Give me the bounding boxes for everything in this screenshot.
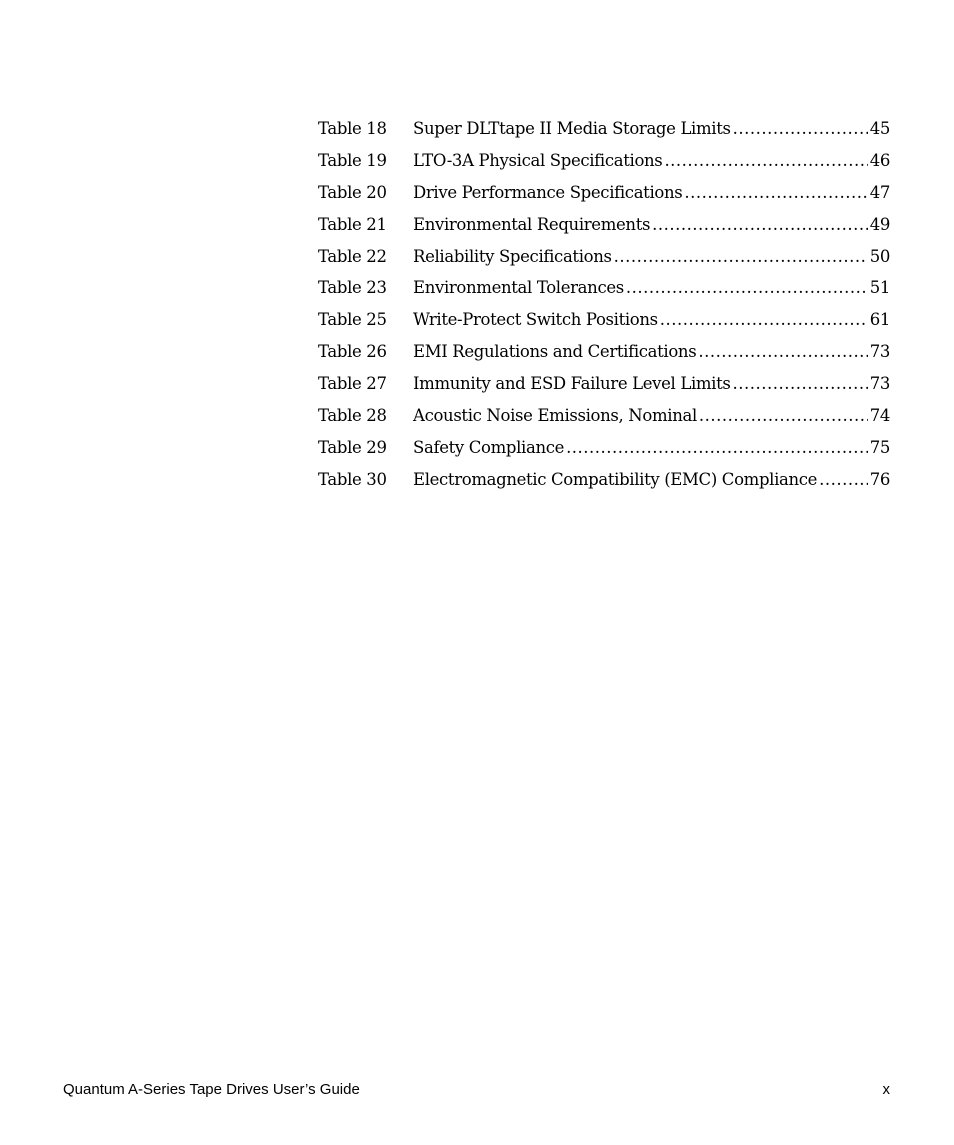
toc-entry-page: 76 xyxy=(869,469,890,489)
toc-entry-page: 46 xyxy=(869,150,890,170)
dot-leader xyxy=(566,438,868,457)
footer-page-number: x xyxy=(882,1081,890,1098)
toc-entry-page: 45 xyxy=(869,119,890,138)
dot-leader xyxy=(698,342,867,361)
toc-entry-title: Reliability Specifications xyxy=(413,246,612,266)
dot-leader xyxy=(699,406,868,425)
toc-entry-page: 74 xyxy=(869,406,890,426)
toc-entry[interactable] xyxy=(318,183,890,215)
toc-entry-page: 75 xyxy=(869,437,890,457)
toc-entry-number: Table 30 xyxy=(318,469,387,489)
toc-entry-title: Electromagnetic Compatibility (EMC) Compliance xyxy=(413,469,818,489)
dot-leader xyxy=(684,183,867,202)
toc-entry-number: Table 21 xyxy=(318,214,387,234)
toc-entry-title: Safety Compliance xyxy=(413,437,565,457)
toc-entry-page: 51 xyxy=(869,278,890,298)
toc-entry[interactable] xyxy=(318,342,890,374)
toc-entry[interactable] xyxy=(318,310,890,342)
toc-entry-page: 50 xyxy=(869,246,890,266)
toc-entry-title: LTO-3A Physical Specifications xyxy=(413,150,663,170)
dot-leader xyxy=(733,119,868,138)
dot-leader xyxy=(626,278,868,297)
toc-entry[interactable] xyxy=(318,119,890,151)
toc-entry-title: Super DLTtape II Media Storage Limits xyxy=(413,119,731,138)
toc-entry-number: Table 23 xyxy=(318,278,387,298)
toc-entry[interactable] xyxy=(318,151,890,183)
dot-leader xyxy=(733,374,868,393)
toc-entry-page: 47 xyxy=(869,182,890,202)
toc-entry-page: 49 xyxy=(869,214,890,234)
dot-leader xyxy=(660,310,868,329)
toc-entry[interactable] xyxy=(318,374,890,406)
list-of-tables xyxy=(318,119,890,502)
toc-entry-number: Table 19 xyxy=(318,150,387,170)
toc-entry-page: 73 xyxy=(869,374,890,394)
dot-leader xyxy=(614,247,868,266)
toc-entry-title: Acoustic Noise Emissions, Nominal xyxy=(413,406,697,426)
toc-entry-page: 73 xyxy=(869,342,890,362)
toc-entry-title: Environmental Tolerances xyxy=(413,278,624,298)
toc-entry-number: Table 25 xyxy=(318,310,387,330)
page-footer xyxy=(63,1081,890,1098)
toc-entry[interactable] xyxy=(318,438,890,470)
toc-entry[interactable] xyxy=(318,278,890,310)
toc-entry-number: Table 20 xyxy=(318,182,387,202)
toc-entry-number: Table 29 xyxy=(318,437,387,457)
toc-entry-page: 61 xyxy=(869,310,890,330)
toc-entry[interactable] xyxy=(318,247,890,279)
toc-entry[interactable] xyxy=(318,406,890,438)
toc-entry-number: Table 26 xyxy=(318,342,387,362)
toc-entry[interactable] xyxy=(318,470,890,502)
toc-entry-title: Write-Protect Switch Positions xyxy=(413,310,658,330)
toc-entry-title: Immunity and ESD Failure Level Limits xyxy=(413,374,731,394)
toc-entry-title: EMI Regulations and Certifications xyxy=(413,342,697,362)
dot-leader xyxy=(819,470,868,489)
toc-entry-number: Table 22 xyxy=(318,246,387,266)
toc-entry-number: Table 18 xyxy=(318,119,387,138)
dot-leader xyxy=(664,151,867,170)
footer-document-title: Quantum A-Series Tape Drives User’s Guide xyxy=(63,1081,360,1098)
toc-entry-number: Table 27 xyxy=(318,374,387,394)
toc-entry-title: Environmental Requirements xyxy=(413,214,651,234)
dot-leader xyxy=(652,215,868,234)
toc-entry-number: Table 28 xyxy=(318,406,387,426)
toc-entry[interactable] xyxy=(318,215,890,247)
toc-entry-title: Drive Performance Specifications xyxy=(413,182,683,202)
